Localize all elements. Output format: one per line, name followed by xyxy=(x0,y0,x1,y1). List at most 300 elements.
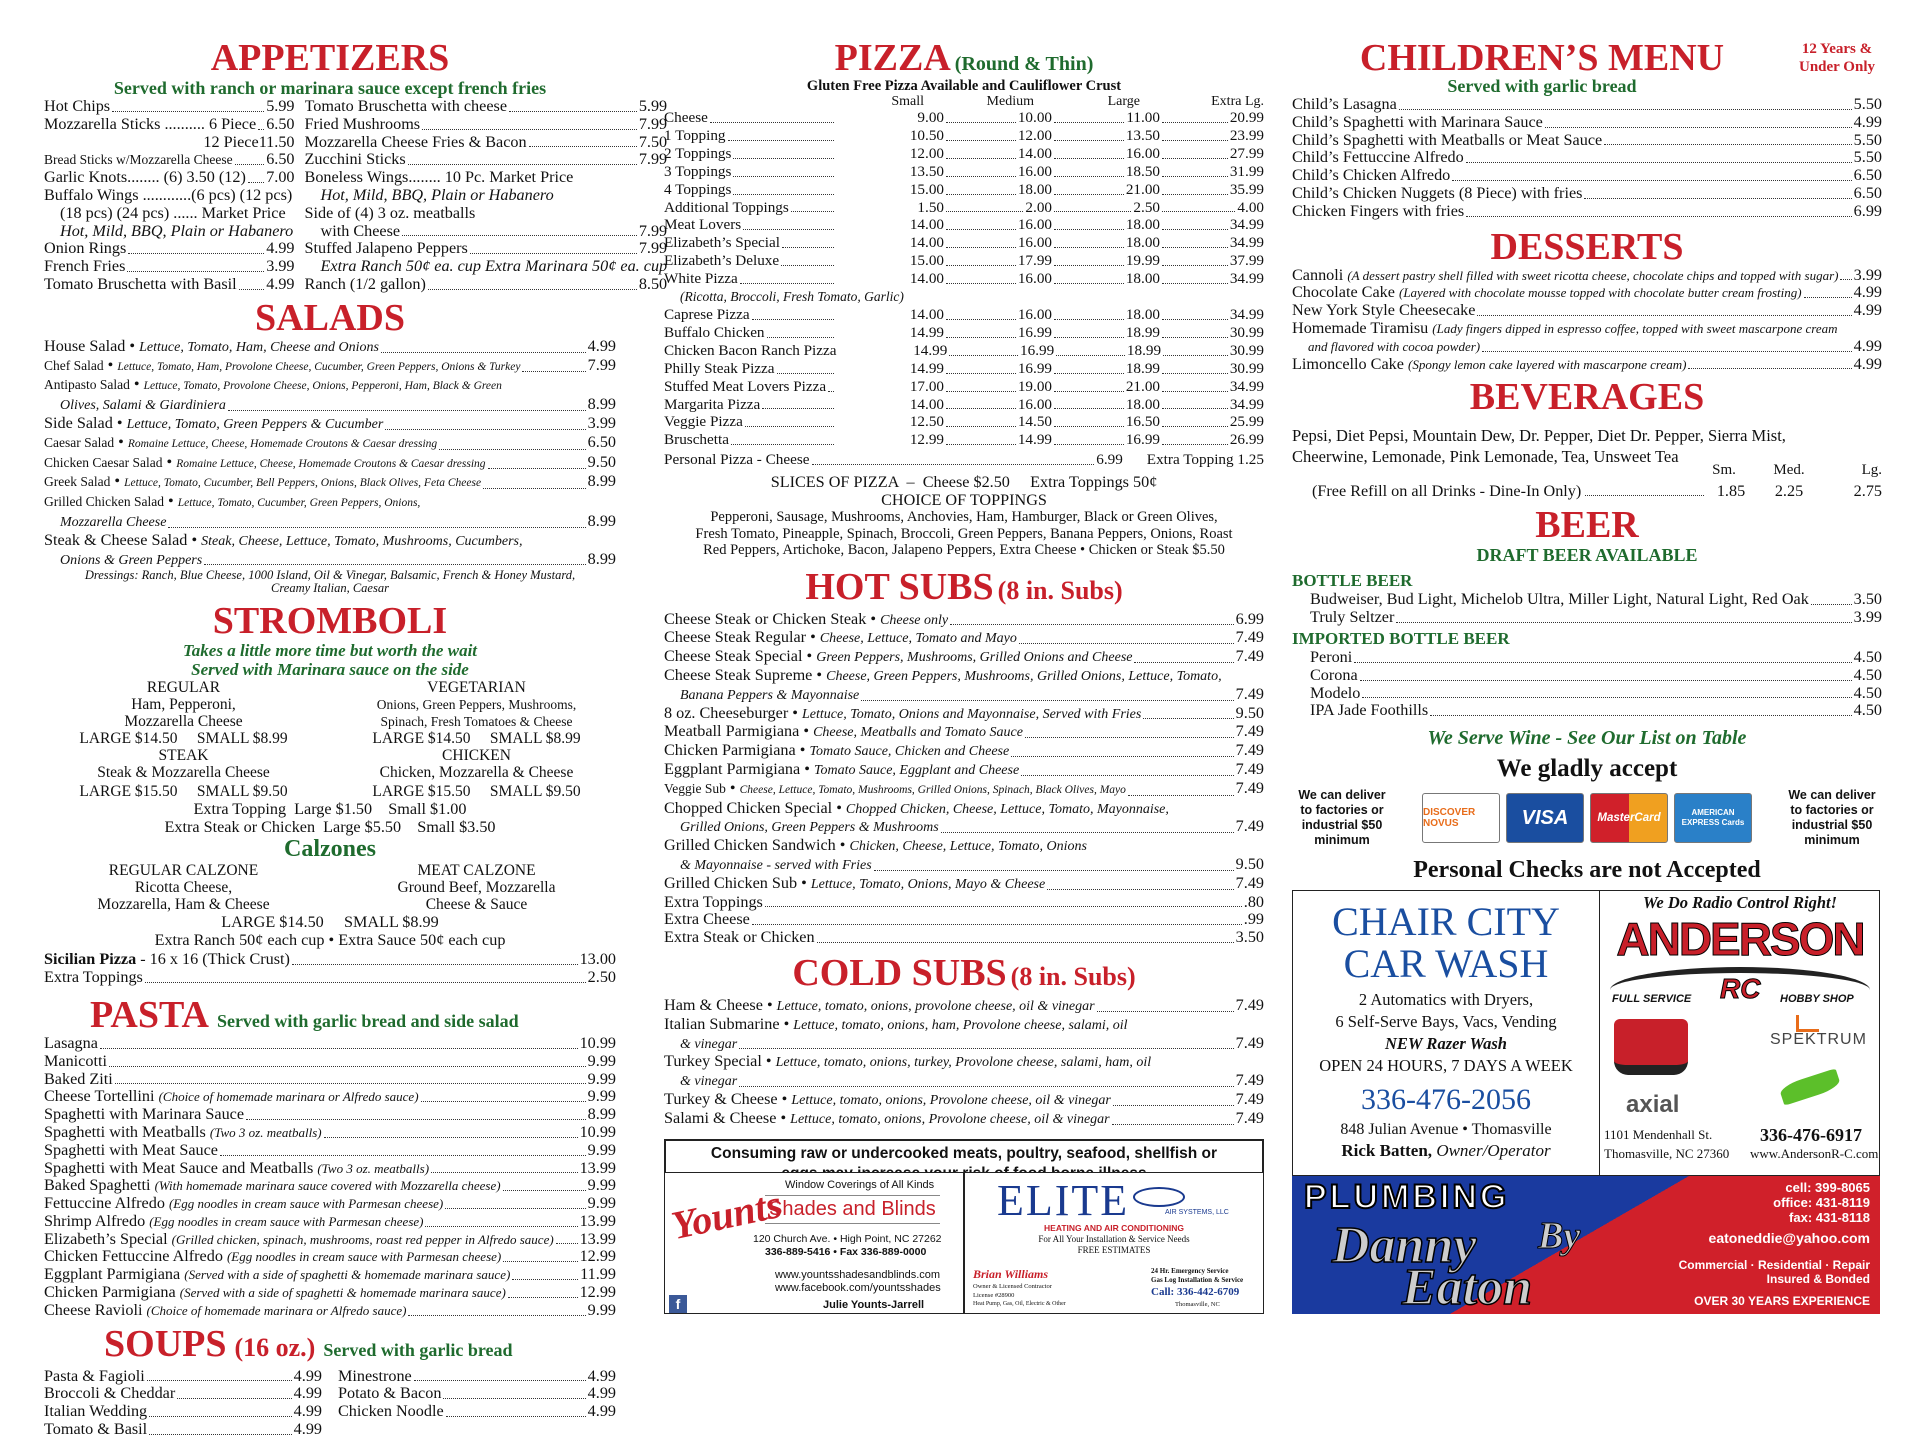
item-price: 4.99 xyxy=(266,275,295,293)
dot-leader xyxy=(767,324,834,338)
dot-leader xyxy=(483,473,586,489)
pizza-price-cell xyxy=(836,378,944,396)
item-description: Cheese only xyxy=(880,612,949,628)
item-price: 5.99 xyxy=(638,98,668,115)
item-price: .99 xyxy=(1243,911,1264,929)
item-price: 8.50 xyxy=(638,275,668,293)
hot-subs-title-sub: (8 in. Subs) xyxy=(997,575,1123,605)
pizza-price-cell xyxy=(944,378,1052,396)
item-price: 4.99 xyxy=(293,1367,322,1385)
elite-phone: Call: 336-442-6709 xyxy=(1151,1286,1240,1298)
pizza-price-cell xyxy=(1052,396,1160,414)
pizza-price: 4.00 xyxy=(1237,198,1264,216)
children-item-row xyxy=(1292,96,1882,114)
item-price: 7.49 xyxy=(1235,996,1264,1014)
item-name: Steak & Cheese Salad • Steak, Cheese, Lettuce, Tomato, Mushrooms, Cucumbers, xyxy=(44,531,523,549)
dot-leader xyxy=(743,216,834,230)
fish-icon xyxy=(1133,1187,1185,1207)
item-price: 4.99 xyxy=(293,1403,322,1421)
desserts-list xyxy=(1292,267,1882,374)
item-title: Chicken Fingers with fries xyxy=(1292,202,1465,220)
dot-leader xyxy=(946,252,1016,266)
item-description: Lettuce, Tomato, Cucumber, Green Peppers, Onions, xyxy=(177,497,421,510)
item-name: Cheese Steak or Chicken Steak • Cheese only xyxy=(664,610,949,628)
item-price: 4.99 xyxy=(587,337,616,355)
item-price: 9.99 xyxy=(587,1070,616,1088)
anderson-website[interactable]: www.AndersonR-C.com xyxy=(1750,1146,1879,1161)
item-price: 12.99 xyxy=(579,1248,616,1266)
rc-truck-icon xyxy=(1614,1019,1688,1075)
dot-leader xyxy=(946,163,1016,177)
item-title: Antipasto Salad xyxy=(44,377,130,393)
plumbing-cell[interactable]: cell: 399-8065 xyxy=(1785,1180,1870,1195)
item-name xyxy=(44,116,256,134)
pizza-price: 34.99 xyxy=(1229,377,1264,395)
pizza-row xyxy=(664,342,1264,360)
carwash-phone[interactable]: 336-476-2056 xyxy=(1361,1083,1531,1116)
pizza-price: 14.99 xyxy=(909,359,944,377)
anderson-ad xyxy=(1600,891,1880,1175)
item-name: Chicken Caesar Salad • Romaine Lettuce, Cheese, Homemade Croutons & Caesar dressing xyxy=(44,453,486,471)
item-name xyxy=(44,1248,501,1266)
pizza-price-cell xyxy=(944,163,1052,181)
item-name xyxy=(44,1088,419,1106)
pizza-row xyxy=(664,306,1264,324)
cold-subs-title: COLD SUBS xyxy=(792,951,1007,994)
pasta-row xyxy=(44,1053,616,1071)
calzone-extras: Extra Ranch 50¢ each cup • Extra Sauce 50¢ each cup xyxy=(154,931,506,950)
item-title: Meatball Parmigiana xyxy=(664,723,800,741)
dot-leader xyxy=(874,856,1234,871)
imported-beer-title: IMPORTED BOTTLE BEER xyxy=(1292,628,1510,648)
item-price: 12.99 xyxy=(579,1284,616,1302)
item-name: Caesar Salad • Romaine Lettuce, Cheese, Homemade Croutons & Caesar dressing xyxy=(44,433,438,451)
item-name xyxy=(305,205,476,223)
children-list xyxy=(1292,96,1882,221)
dot-leader xyxy=(1430,702,1852,716)
dot-leader xyxy=(946,181,1016,195)
item-name: Chicken Parmigiana • Tomato Sauce, Chicken and Cheese xyxy=(664,742,1010,760)
item-name xyxy=(1310,591,1809,609)
pizza-price-cell xyxy=(1052,145,1160,163)
rc-plane-icon xyxy=(1778,1068,1841,1106)
item-title: Buffalo Wings ............(6 pcs) (12 pcs) xyxy=(44,186,293,204)
beverage-refill: (Free Refill on all Drinks - Dine-In Only) xyxy=(1312,482,1582,501)
elite-person: Brian Williams xyxy=(973,1267,1049,1281)
item-description: Steak, Cheese, Lettuce, Tomato, Mushrooms, Cucumbers, xyxy=(201,533,523,549)
item-name: House Salad • Lettuce, Tomato, Ham, Cheese and Onions xyxy=(44,337,379,355)
item-name xyxy=(305,187,554,205)
item-name xyxy=(1292,302,1475,320)
item-title: Caesar Salad xyxy=(44,434,115,450)
item-title: Chocolate Cake xyxy=(1292,284,1395,302)
calzone-meat-title: MEAT CALZONE xyxy=(417,862,536,880)
dot-leader xyxy=(1054,270,1124,284)
calzone-regular xyxy=(44,862,323,913)
item-name xyxy=(44,276,237,294)
plumbing-name-2: Eaton xyxy=(1402,1259,1533,1314)
dot-leader xyxy=(782,234,834,248)
hot-sub-row xyxy=(664,856,1264,875)
pizza-price: 9.00 xyxy=(917,109,944,126)
item-price: 3.50 xyxy=(1853,591,1882,609)
plumbing-email[interactable]: eatoneddie@yahoo.com xyxy=(1708,1230,1870,1246)
item-description: (With homemade marinara sauce covered with Mozzarella cheese) xyxy=(154,1178,501,1194)
hot-sub-row xyxy=(664,705,1264,724)
item-price: 5.50 xyxy=(1853,149,1882,167)
item-name: Turkey & Cheese • Lettuce, tomato, onions, Provolone cheese, oil & vinegar xyxy=(664,1090,1111,1108)
dot-leader xyxy=(431,1160,578,1174)
item-title: Baked Spaghetti xyxy=(44,1177,151,1195)
stromboli-steak-title: STEAK xyxy=(158,747,209,765)
item-name: Chef Salad • Lettuce, Tomato, Ham, Provolone Cheese, Cucumber, Green Peppers, Onions & Turkey xyxy=(44,356,521,374)
pizza-price: 34.99 xyxy=(1229,270,1264,288)
item-name xyxy=(1292,185,1582,203)
dot-leader xyxy=(781,252,834,266)
dot-leader xyxy=(861,686,1233,701)
item-description: Olives, Salami & Giardiniera xyxy=(60,398,226,414)
item-price: 8.99 xyxy=(587,473,616,491)
item-name xyxy=(680,1035,737,1054)
item-price: 7.49 xyxy=(1235,779,1264,797)
elite-line2: For All Your Installation & Service Needs xyxy=(1038,1234,1190,1244)
pizza-price-cell xyxy=(944,127,1052,145)
pizza-name: Margarita Pizza xyxy=(664,395,761,413)
item-price: 7.49 xyxy=(1235,648,1264,666)
plumbing-fax: fax: 431-8118 xyxy=(1789,1210,1870,1225)
elite-role: Owner & Licensed Contractor xyxy=(973,1283,1052,1290)
dot-leader xyxy=(503,1248,577,1262)
dot-leader xyxy=(443,1385,585,1399)
soups-header xyxy=(44,1324,616,1368)
item-price: 4.99 xyxy=(1853,337,1882,355)
cold-subs-title-sub: (8 in. Subs) xyxy=(1010,961,1136,991)
dot-leader xyxy=(1163,342,1228,356)
pizza-price-cell xyxy=(1160,163,1264,181)
salad-row xyxy=(44,415,616,434)
pizza-name-cell xyxy=(664,288,1264,306)
item-title: Broccoli & Cheddar xyxy=(44,1385,176,1403)
dot-leader xyxy=(710,109,834,123)
cold-sub-row xyxy=(664,1016,1264,1035)
pizza-name: 1 Topping xyxy=(664,126,726,144)
item-title: Child’s Lasagna xyxy=(1292,96,1397,113)
pizza-slices: SLICES OF PIZZA – Cheese $2.50 Extra Toppings 50¢ xyxy=(770,473,1158,492)
dot-leader xyxy=(149,1421,291,1435)
item-name: Cheese Steak Special • Green Peppers, Mushrooms, Grilled Onions and Cheese xyxy=(664,648,1133,666)
younts-tagline: Window Coverings of All Kinds xyxy=(785,1179,935,1191)
item-name xyxy=(44,223,293,241)
item-name xyxy=(680,818,939,837)
children-item-row xyxy=(1292,185,1882,203)
sicilian-pizza-desc: - 16 x 16 (Thick Crust) xyxy=(136,951,290,969)
item-name xyxy=(44,1231,554,1249)
salad-dressings-2: Creamy Italian, Caesar xyxy=(271,581,389,596)
item-title: Eggplant Parmigiana xyxy=(664,761,801,778)
dot-leader xyxy=(509,98,637,112)
salad-row xyxy=(44,376,616,396)
mastercard-icon xyxy=(1590,793,1668,843)
extra-toppings-name: Extra Toppings xyxy=(44,969,143,987)
dot-leader xyxy=(1054,109,1124,123)
plumbing-office[interactable]: office: 431-8119 xyxy=(1773,1195,1870,1210)
pizza-price: 18.00 xyxy=(1125,395,1160,413)
pizza-price: 12.00 xyxy=(1017,126,1052,144)
item-description: (Egg noodles in cream sauce with Parmesan cheese) xyxy=(149,1213,424,1229)
item-price: 7.49 xyxy=(1235,685,1264,703)
dot-leader xyxy=(512,1266,578,1280)
pizza-price: 18.00 xyxy=(1125,216,1160,234)
soups-right-list xyxy=(338,1368,616,1439)
dot-leader xyxy=(740,270,834,284)
dot-leader xyxy=(1360,667,1852,681)
pizza-price-cell xyxy=(944,324,1052,342)
younts-address: 120 Church Ave. • High Point, NC 27262 xyxy=(753,1233,942,1245)
pizza-price: 26.99 xyxy=(1229,431,1264,449)
younts-logo: Younts xyxy=(667,1180,786,1249)
dot-leader xyxy=(246,1106,586,1120)
item-name xyxy=(680,686,859,705)
item-name xyxy=(1292,203,1464,221)
carwash-line-2: 6 Self-Serve Bays, Vacs, Vending xyxy=(1335,1012,1557,1031)
hot-sub-row xyxy=(664,629,1264,648)
beverage-price-sm: 1.85 xyxy=(1716,482,1746,501)
item-name: 8 oz. Cheeseburger • Lettuce, Tomato, Onions and Mayonnaise, Served with Fries xyxy=(664,704,1142,722)
salad-row xyxy=(44,338,616,357)
spektrum-logo: SPEKTRUM xyxy=(1770,1031,1867,1048)
item-title: Italian Wedding xyxy=(44,1403,148,1421)
dot-leader xyxy=(946,396,1016,410)
pizza-price: 21.00 xyxy=(1125,180,1160,198)
pizza-name-cell xyxy=(664,324,836,342)
hot-sub-row xyxy=(664,723,1264,742)
item-price: 8.99 xyxy=(587,396,616,414)
calzone-regular-desc: Ricotta Cheese, xyxy=(134,879,233,897)
item-title: Lasagna xyxy=(44,1034,98,1052)
pizza-price: 16.99 xyxy=(1017,359,1052,377)
pizza-title: PIZZA xyxy=(834,37,951,79)
item-title: Modelo xyxy=(1310,684,1361,702)
item-price: 4.50 xyxy=(1853,666,1882,684)
children-item-row xyxy=(1292,149,1882,167)
dot-leader xyxy=(1054,127,1124,141)
pizza-price-cell xyxy=(836,234,944,252)
pasta-title: PASTA xyxy=(90,993,209,1036)
elite-small: AIR SYSTEMS, LLC xyxy=(1165,1209,1229,1216)
dot-leader xyxy=(1466,203,1851,217)
personal-pizza-row xyxy=(664,451,1264,469)
item-title: Side Salad xyxy=(44,414,113,432)
pizza-name: Additional Toppings xyxy=(664,198,789,216)
carwash-line-4: OPEN 24 HOURS, 7 DAYS A WEEK xyxy=(1319,1056,1573,1075)
item-title: Extra Ranch 50¢ ea. cup Extra Marinara 50¢ ea. cup xyxy=(320,258,668,276)
pizza-price: 12.99 xyxy=(909,431,944,449)
item-price: 9.50 xyxy=(1235,855,1264,873)
pizza-name-cell xyxy=(664,181,836,199)
dot-leader xyxy=(946,306,1016,320)
plumbing-services-2: Insured & Bonded xyxy=(1766,1272,1870,1286)
item-price: 6.99 xyxy=(1853,202,1882,220)
item-price: 9.99 xyxy=(587,1301,616,1319)
column-left xyxy=(44,34,668,1439)
pizza-row xyxy=(664,288,1264,306)
ads-box xyxy=(1292,890,1880,1176)
hot-sub-row xyxy=(664,837,1264,856)
payment-row xyxy=(1292,788,1882,848)
pizza-name-cell xyxy=(664,252,836,270)
appetizer-row xyxy=(44,276,295,294)
dot-leader xyxy=(204,551,585,566)
item-name xyxy=(44,1106,244,1124)
hot-sub-row xyxy=(664,780,1264,800)
plumbing-years: OVER 30 YEARS EXPERIENCE xyxy=(1694,1294,1870,1308)
dot-leader xyxy=(731,431,834,445)
item-price: 4.99 xyxy=(587,1367,616,1385)
item-name: Grilled Chicken Sub • Lettuce, Tomato, Onions, Mayo & Cheese xyxy=(664,874,1046,892)
pizza-price-cell xyxy=(836,396,944,414)
item-name xyxy=(44,1368,145,1386)
item-description: Tomato Sauce, Chicken and Cheese xyxy=(809,744,1010,760)
dot-leader xyxy=(324,1124,578,1138)
pizza-price: 19.99 xyxy=(1125,252,1160,270)
pizza-price-cell xyxy=(841,342,948,360)
item-price: 7.49 xyxy=(1235,818,1264,836)
item-name xyxy=(44,1160,429,1178)
pizza-price-cell xyxy=(1052,360,1160,378)
item-description: Cheese, Lettuce, Tomato, Mushrooms, Grilled Onions, Spinach, Black Olives, Mayo xyxy=(739,783,1126,796)
pizza-price-cell xyxy=(836,127,944,145)
dot-leader xyxy=(946,324,1016,338)
pizza-row xyxy=(664,145,1264,163)
pizza-price-cell xyxy=(1052,413,1160,431)
item-description: (Choice of homemade marinara or Alfredo sauce) xyxy=(158,1089,419,1105)
hot-sub-row xyxy=(664,667,1264,686)
item-name xyxy=(1310,649,1352,667)
item-title: Cheese Steak Supreme xyxy=(664,667,813,685)
dot-leader xyxy=(1604,132,1851,146)
visa-card-icon xyxy=(1506,793,1584,843)
pizza-price-cell xyxy=(944,360,1052,378)
dot-leader xyxy=(946,431,1016,445)
pasta-row xyxy=(44,1088,616,1106)
pizza-row xyxy=(664,163,1264,181)
dot-leader xyxy=(112,98,264,112)
item-price: 7.99 xyxy=(638,222,668,240)
dot-leader xyxy=(1054,163,1124,177)
appetizer-row xyxy=(44,151,295,169)
pizza-price: 2.50 xyxy=(1133,198,1160,216)
item-price: 9.99 xyxy=(587,1195,616,1213)
dot-leader xyxy=(147,1368,292,1382)
item-price: 6.50 xyxy=(266,115,295,133)
item-name: Antipasto Salad • Lettuce, Tomato, Provolone Cheese, Onions, Pepperoni, Ham, Black & Green xyxy=(44,376,502,394)
dot-leader xyxy=(777,360,834,374)
salad-row xyxy=(44,473,616,493)
discover-card-label: DISCOVER NOVUS xyxy=(1423,807,1476,830)
anderson-full-service: FULL SERVICE xyxy=(1612,993,1692,1005)
pizza-price-cell xyxy=(1052,181,1160,199)
pasta-list xyxy=(44,1035,616,1320)
dot-leader xyxy=(941,818,1234,833)
item-title: Pasta & Fagioli xyxy=(44,1367,145,1385)
anderson-phone[interactable]: 336-476-6917 xyxy=(1760,1125,1862,1145)
pasta-row xyxy=(44,1195,616,1213)
dot-leader xyxy=(946,109,1016,123)
hot-sub-row xyxy=(664,761,1264,780)
pizza-price-cell xyxy=(1054,342,1161,360)
item-name xyxy=(1310,702,1428,720)
anderson-hobby-shop: HOBBY SHOP xyxy=(1780,993,1854,1005)
dot-leader xyxy=(752,306,834,320)
appetizer-row xyxy=(305,223,668,241)
item-name: Italian Submarine • Lettuce, tomato, onions, ham, Provolone cheese, salami, oil xyxy=(664,1015,1128,1033)
item-description: Romaine Lettuce, Cheese, Homemade Croutons & Caesar dressing xyxy=(176,457,486,470)
imported-beer-row xyxy=(1310,702,1882,720)
children-item-row xyxy=(1292,167,1882,185)
item-price: 9.99 xyxy=(587,1141,616,1159)
pizza-price-cell xyxy=(1160,431,1264,449)
dot-leader xyxy=(1054,396,1124,410)
item-name xyxy=(664,929,815,947)
pasta-row xyxy=(44,1160,616,1178)
dot-leader xyxy=(127,258,264,272)
pizza-size-header xyxy=(664,94,1264,109)
item-title: Chicken Noodle xyxy=(338,1403,444,1421)
item-title: Cheese Tortellini xyxy=(44,1088,155,1106)
payment-title: We gladly accept xyxy=(1496,755,1678,783)
item-title: Chicken Caesar Salad xyxy=(44,454,163,470)
pizza-row xyxy=(664,252,1264,270)
item-name xyxy=(44,1124,322,1142)
elite-town: Thomasville, NC xyxy=(1175,1301,1220,1308)
pasta-row xyxy=(44,1035,616,1053)
item-name xyxy=(44,240,126,258)
beverage-size-sm: Sm. xyxy=(1712,462,1736,479)
item-description: Lettuce, Tomato, Cucumber, Bell Peppers, Onions, Black Olives, Feta Cheese xyxy=(124,477,482,490)
dot-leader xyxy=(1162,216,1228,230)
dot-leader xyxy=(791,199,834,213)
dot-leader xyxy=(1054,413,1124,427)
pizza-price-cell xyxy=(836,324,944,342)
pizza-row xyxy=(664,324,1264,342)
item-price: 7.49 xyxy=(1235,1034,1264,1052)
item-name xyxy=(1310,609,1394,627)
calzone-regular-title: REGULAR CALZONE xyxy=(108,862,259,880)
appetizers-left-list xyxy=(44,98,295,294)
item-description: (A dessert pastry shell filled with sweet ricotta cheese, chocolate chips and topped with sugar) xyxy=(1347,267,1839,283)
item-title: Minestrone xyxy=(338,1367,412,1385)
dot-leader xyxy=(745,413,834,427)
pizza-price-cell xyxy=(944,306,1052,324)
stromboli-chicken-prices: LARGE $15.50 SMALL $9.50 xyxy=(372,783,581,801)
dot-leader xyxy=(1054,431,1124,445)
dot-leader xyxy=(1452,167,1851,181)
item-title: Mozzarella Cheese Fries & Bacon xyxy=(304,133,527,151)
item-price: 7.99 xyxy=(638,151,668,169)
pizza-price: 34.99 xyxy=(1229,216,1264,234)
pizza-price: 17.99 xyxy=(1017,252,1052,270)
pizza-price: 16.00 xyxy=(1017,162,1052,180)
stromboli-title: STROMBOLI xyxy=(212,600,448,643)
item-title: Chopped Chicken Special xyxy=(664,799,833,817)
item-title: Child’s Chicken Alfredo xyxy=(1292,167,1451,185)
pizza-row xyxy=(664,127,1264,145)
item-description: & vinegar xyxy=(680,1036,738,1052)
item-price: 13.99 xyxy=(579,1212,616,1230)
item-price: 7.49 xyxy=(1235,874,1264,892)
dot-leader xyxy=(946,199,1023,213)
pasta-row xyxy=(44,1231,616,1249)
